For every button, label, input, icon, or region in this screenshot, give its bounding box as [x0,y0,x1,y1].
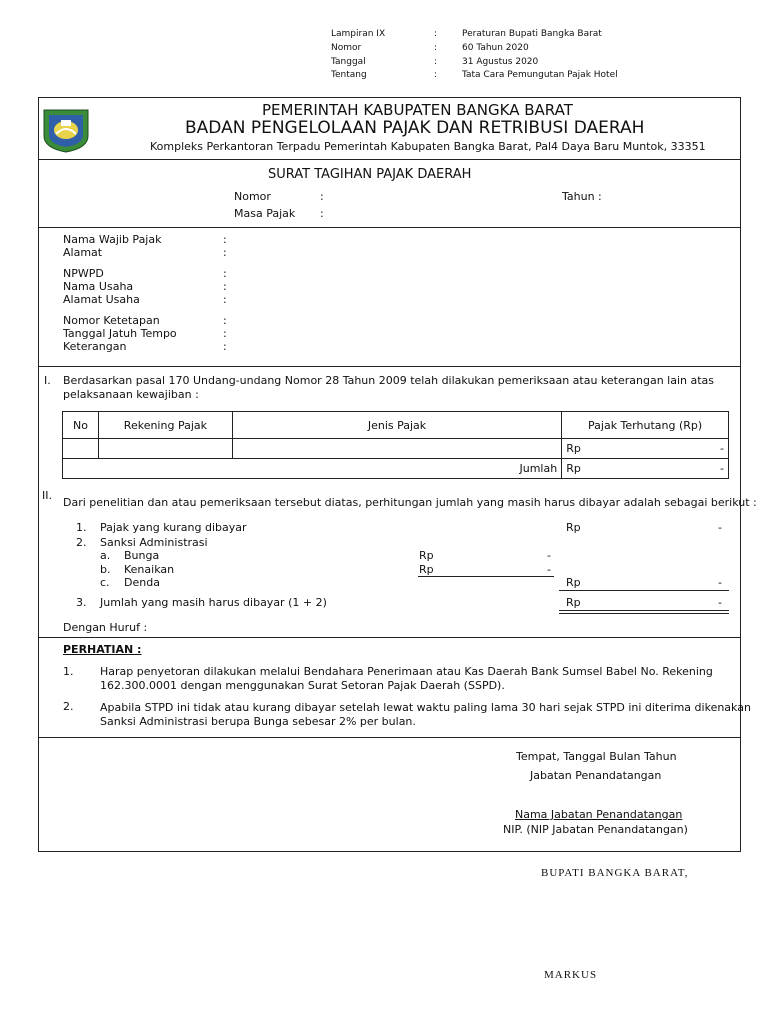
header-jenis-pajak: Jenis Pajak [232,412,561,439]
total-underline-2 [559,613,729,614]
nomor-value: 60 Tahun 2020 [462,43,529,53]
item-1-label: Pajak yang kurang dibayar [100,521,247,534]
field-sep: : [223,327,227,340]
cell-jenis [232,439,561,459]
total-underline-1 [559,610,729,611]
field-sep: : [223,314,227,327]
section-2-number: II. [42,489,52,502]
field-nama-wajib-pajak: Nama Wajib Pajak [63,233,162,246]
cell-rekening [98,439,232,459]
item-a-letter: a. [100,549,111,562]
amount-dash: - [720,462,724,475]
divider-title [38,227,741,228]
dengan-huruf-label: Dengan Huruf : [63,621,148,634]
field-sep: : [223,267,227,280]
perhatian-1-line2: 162.300.0001 dengan menggunakan Surat Setoran Pajak Daerah (SSPD). [100,679,505,692]
bupati-title: BUPATI BANGKA BARAT, [541,867,689,879]
signature-nama: Nama Jabatan Penandatangan [515,808,683,821]
divider-fields [38,366,741,367]
item-1-dash: - [718,521,722,534]
divider-section2 [38,637,741,638]
item-3-dash: - [718,596,722,609]
nomor-field-sep: : [320,190,324,203]
field-nama-usaha: Nama Usaha [63,280,134,293]
item-1-number: 1. [76,521,87,534]
field-npwpd: NPWPD [63,267,104,280]
item-a-label: Bunga [124,549,160,562]
item-c-rp: Rp [566,576,581,589]
item-2-number: 2. [76,536,87,549]
signature-place-date: Tempat, Tanggal Bulan Tahun [516,750,677,763]
item-c-dash: - [718,576,722,589]
item-3-label: Jumlah yang masih harus dibayar (1 + 2) [100,596,327,609]
item-b-dash: - [547,563,551,576]
masa-pajak-sep: : [320,207,324,220]
table-row [63,439,729,459]
tentang-value: Tata Cara Pemungutan Pajak Hotel [462,70,618,80]
perhatian-1-number: 1. [63,665,74,678]
cell-no [63,439,99,459]
section-1-text-line1: Berdasarkan pasal 170 Undang-undang Nomor 28 Tahun 2009 telah dilakukan pemeriksaan atau keterangan lain atas [63,374,715,387]
rp-label: Rp [566,442,581,455]
item-b-letter: b. [100,563,111,576]
field-sep: : [223,340,227,353]
tahun-field-label: Tahun : [562,190,602,203]
divider-header [38,159,741,160]
subtotal-underline [418,576,554,577]
masa-pajak-label: Masa Pajak [234,207,296,220]
lampiran-value: Peraturan Bupati Bangka Barat [462,29,602,39]
header-address: Kompleks Perkantoran Terpadu Pemerintah Kabupaten Bangka Barat, Pal4 Daya Baru Muntok, 33351 [150,140,706,153]
field-alamat: Alamat [63,246,103,259]
header-pajak-terhutang: Pajak Terhutang (Rp) [562,412,729,439]
tax-table [62,411,729,479]
emblem-logo-icon [40,106,92,154]
item-c-underline [559,590,729,591]
tanggal-label: Tanggal [331,57,366,67]
jumlah-label: Jumlah [63,459,562,479]
section-1-number: I. [44,374,51,387]
item-3-number: 3. [76,596,87,609]
item-b-rp: Rp [419,563,434,576]
nomor-sep: : [434,43,438,53]
item-1-rp: Rp [566,521,581,534]
item-b-label: Kenaikan [124,563,175,576]
perhatian-1-line1: Harap penyetoran dilakukan melalui Bendahara Penerimaan atau Kas Daerah Bank Sumsel Babel No. Rekening [100,665,713,678]
tentang-sep: : [434,70,438,80]
signature-jabatan: Jabatan Penandatangan [530,769,662,782]
lampiran-sep: : [434,29,438,39]
table-total-row [63,459,729,479]
item-a-dash: - [547,549,551,562]
item-c-label: Denda [124,576,160,589]
section-2-intro: Dari penelitian dan atau pemeriksaan tersebut diatas, perhitungan jumlah yang masih harus dibayar adalah sebagai berikut : [63,496,757,509]
field-nomor-ketetapan: Nomor Ketetapan [63,314,160,327]
field-alamat-usaha: Alamat Usaha [63,293,140,306]
field-tanggal-jatuh-tempo: Tanggal Jatuh Tempo [63,327,177,340]
header-badan: BADAN PENGELOLAAN PAJAK DAN RETRIBUSI DAERAH [185,118,645,138]
perhatian-2-line1: Apabila STPD ini tidak atau kurang dibayar setelah lewat waktu paling lama 30 hari sejak STPD ini diterima dikenakan [100,701,751,714]
field-sep: : [223,293,227,306]
cell-total-amount [562,459,729,479]
section-1-text-line2: pelaksanaan kewajiban : [63,388,199,401]
divider-perhatian [38,737,741,738]
tanggal-sep: : [434,57,438,67]
bupati-name: MARKUS [544,969,598,981]
rp-label: Rp [566,462,581,475]
item-2-label: Sanksi Administrasi [100,536,208,549]
field-sep: : [223,246,227,259]
perhatian-2-line2: Sanksi Administrasi berupa Bunga sebesar 2% per bulan. [100,715,416,728]
header-no: No [63,412,99,439]
form-title: SURAT TAGIHAN PAJAK DAERAH [268,167,472,182]
tanggal-value: 31 Agustus 2020 [462,57,539,67]
cell-amount [562,439,729,459]
amount-dash: - [720,442,724,455]
perhatian-title: PERHATIAN : [63,643,142,656]
tentang-label: Tentang [331,70,367,80]
item-c-letter: c. [100,576,110,589]
tax-table-header-row [63,412,729,439]
nomor-field-label: Nomor [234,190,271,203]
item-3-rp: Rp [566,596,581,609]
signature-nip: NIP. (NIP Jabatan Penandatangan) [503,823,688,836]
nomor-label: Nomor [331,43,362,53]
field-sep: : [223,280,227,293]
field-keterangan: Keterangan [63,340,127,353]
field-sep: : [223,233,227,246]
lampiran-label: Lampiran IX [331,29,386,39]
item-a-rp: Rp [419,549,434,562]
header-pemerintah: PEMERINTAH KABUPATEN BANGKA BARAT [262,101,573,119]
perhatian-2-number: 2. [63,700,74,713]
header-rekening-pajak: Rekening Pajak [98,412,232,439]
